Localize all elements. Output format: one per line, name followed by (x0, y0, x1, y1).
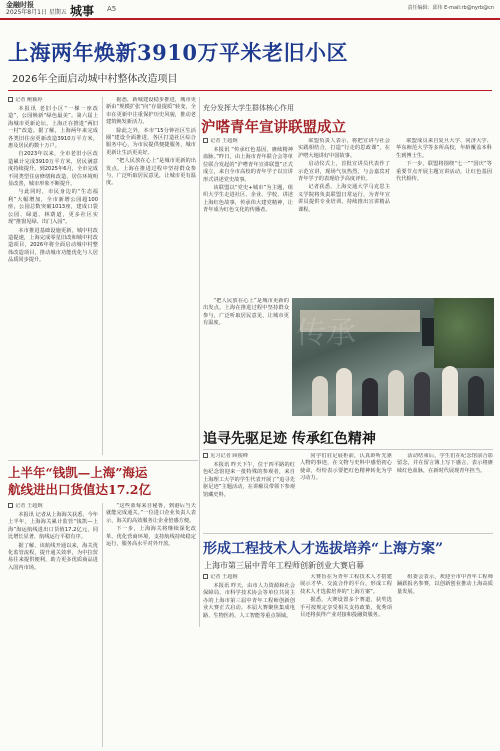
photo-person (336, 368, 352, 416)
lead-headline: 上海两年焕新3910万平米老旧小区 (8, 40, 348, 65)
lead-paragraph: “把人民放在心上”是城市更新的出发点。上海在推进过程中坚持群众参与，广泛听取居民意见，让城市更有温度。 (203, 298, 289, 327)
youth-paragraph: 本报讯 “传承红色基因，赓续精神血脉。”昨日，由上海市青年联合会等单位联合发起的“沪嗒青年宣讲联盟”正式成立，来自全市高校的青年学子以宣讲形式讲述党史故事。 (203, 147, 293, 183)
lead-column-1 (8, 97, 98, 457)
flight-paragraph: “这些蓝莓来自秘鲁，到港后当天就能完成通关。”一位进口企业负责人表示，海关的高效服务让企业倍感方便。 (106, 503, 196, 524)
talent-column-1 (203, 574, 295, 748)
column-divider (102, 97, 103, 455)
lead-column-3 (203, 298, 289, 418)
pursue-column-1 (203, 453, 295, 533)
lead-paragraph: “把人民放在心上”是城市更新的出发点。上海在推进过程中坚持群众参与，广泛听取居民意见，让城市更有温度。 (106, 158, 196, 187)
pursue-column-2 (300, 453, 392, 533)
pursue-paragraph: 活动结束后，学生们在纪念馆前合影留念，并在留言簿上写下感言，表示将赓续红色血脉，在新时代展现青年担当。 (397, 453, 493, 474)
photo-person (414, 372, 430, 416)
talent-paragraph: 本报讯 昨天，由市人力资源和社会保障局、市科学技术协会等单位共同主办的上海市第三届中青年工程师创新创业大赛正式启动。本届大赛聚焦集成电路、生物医药、人工智能等重点领域。 (203, 583, 295, 619)
youth-paragraph: 下一步，联盟将围绕“七一”“国庆”等重要节点开展主题宣讲活动，让红色基因代代相传。 (396, 161, 492, 183)
reporter-icon (8, 97, 13, 102)
youth-kicker: 充分发挥大学生群体核心作用 (203, 104, 294, 112)
lead-paragraph: 与此同时，市民身边的“生态福利”大幅增加，全市新增公园超100座，公园总数突破1013座，建成口袋公园、绿道、林荫道，更多社区实现“推窗见绿、出门入园”。 (8, 189, 98, 226)
lead-byline: 记者 鲍颖婷 (8, 97, 98, 104)
talent-paragraph: 大赛旨在为青年工程技术人才搭建展示才华、交流合作的平台，形成工程技术人才选拔培养的“上海方案”。 (300, 574, 392, 595)
reporter-icon (203, 574, 208, 579)
youth-column-1 (203, 138, 293, 293)
youth-paragraph: 联盟负责人表示，将把宣讲与社会实践相结合，打造“行走的思政课”，在沪嗒大地讲好中国故事。 (298, 138, 390, 159)
flight-paragraph: 据了解，该航线开通以来，海关优化监管流程，提升通关效率，为中拉贸易往来提供便利，助力更多优质商品进入国内市场。 (8, 542, 98, 571)
pursue-byline: 见习记者 顾俊峰 (203, 453, 295, 460)
masthead-left (6, 2, 67, 16)
flight-column-2 (106, 503, 196, 748)
photo-person (312, 376, 328, 416)
flight-column-1 (8, 503, 98, 748)
photo-overlay-text: 传承 (296, 316, 356, 351)
pursue-paragraph: 同学们驻足展柜前，认真聆听先驱人物的事迹，在文物与史料中感悟初心使命，纷纷表示要把红色精神转化为学习动力。 (300, 453, 392, 482)
flight-headline-line1: 上半年“钱凯—上海”海运 (8, 465, 148, 480)
youth-byline: 记者 王超婉 (203, 138, 293, 145)
column-divider (102, 503, 103, 747)
talent-paragraph: 组委会表示，欢迎全市中青年工程师踊跃报名参赛，以创新创业推动上海高质量发展。 (397, 574, 493, 595)
flight-byline: 记者 王超婉 (8, 503, 98, 510)
youth-paragraph: 启动仪式上，首批宣讲员代表作了示范宣讲，现场气氛热烈，与会嘉宾对青年学子的表现给予高度评价。 (298, 161, 390, 183)
section-rule (8, 460, 198, 461)
youth-column-2 (298, 138, 390, 293)
flight-paragraph: 本报讯 记者从上海海关获悉，今年上半年，上海海关累计监管“钱凯—上海”海运航线进出口货值17.2亿元，同比增长显著，航线运行平稳有序。 (8, 512, 98, 541)
youth-paragraph: 记者获悉，上海交通大学马克思主义学院将负责联盟日常运行，为青年宣讲员提供专业培训，持续推出宣讲精品课程。 (298, 184, 390, 213)
lead-paragraph: 自2023年以来，全市老旧小区改造累计完成3910万平方米，居民满意度持续提升。到2025年6月，全市完成不同类型住房修缮和改造，居住环境明显改善，城市形象不断提升。 (8, 151, 98, 188)
issue-date: 2025年8月1日 星期五 (6, 9, 67, 16)
youth-paragraph: 该联盟以“党史+城市”为主题，组织大学生走进社区、企业、学校，讲述上海红色故事，传承伟大建党精神，让青年成为红色文化的传播者。 (203, 185, 293, 214)
flight-paragraph: 下一步，上海海关将继续深化改革，优化营商环境，支持航线持续稳定运行，服务高水平对外开放。 (106, 526, 196, 548)
talent-headline: 形成工程技术人才选拔培养“上海方案” (203, 541, 444, 557)
youth-headline: 沪嗒青年宣讲联盟成立 (201, 119, 346, 136)
paper-name: 金融时报 (6, 1, 34, 9)
event-photo (292, 298, 494, 416)
talent-column-2 (300, 574, 392, 748)
lead-column-2 (106, 97, 196, 457)
photo-person (362, 378, 378, 416)
photo-tree (434, 298, 494, 368)
reporter-icon (203, 138, 208, 143)
lead-subheadline: 2026年全面启动城中村整体改造项目 (12, 74, 178, 85)
reporter-icon (203, 453, 208, 458)
section-rule (203, 449, 493, 450)
column-divider (199, 97, 200, 627)
lead-paragraph: 据悉，新城建设稳步推进，城市更新由“规模扩张”向“存量提质”转变，全市在更新中注重保护历史风貌，推动老建筑焕发新活力。 (106, 97, 196, 126)
reporter-icon (8, 503, 13, 508)
youth-paragraph: 联盟成员来自复旦大学、同济大学、华东师范大学等多所高校，年龄覆盖本科生到博士生。 (396, 138, 492, 159)
section-title: 城事 (70, 4, 95, 18)
lead-paragraph: 本市推进基础设施更新，城中村改造提速，上海完成零星旧改和城中村改造项目，2026年将全面启动城中村整体改造项目，推动城市功能优化与人居品质同步提升。 (8, 227, 98, 264)
lead-paragraph: 除此之外，本市“15分钟社区生活圈”建设全面推进，各区打造社区综合服务中心，为市民提供便捷服务，城市更新让生活更美好。 (106, 127, 196, 156)
section-rule (203, 533, 493, 534)
masthead-rule (0, 18, 500, 20)
talent-byline: 记者 王超婉 (203, 574, 295, 581)
contact-info: 责任编辑：邱伟 E-mail:rb@nyrb@cn (407, 5, 494, 11)
lead-paragraph: 本报讯 老旧小区“一梯一座改造”，公园焕新“绿色最美”。第六届上海城市更新论坛，上海正在推进“两旧一村”改造。据了解，上海两年来完成各类旧住房更新改造3910万平方米，惠及居民约数十万户。 (8, 106, 98, 150)
talent-paragraph: 据悉，大赛设置多个赛道，获奖选手可按规定享受相关支持政策，优秀项目还将获得产业对接和投融资服务。 (300, 597, 392, 619)
youth-column-3 (396, 138, 492, 293)
lead-rule (8, 90, 492, 91)
photo-person (468, 376, 484, 416)
flight-headline (8, 464, 151, 498)
flight-headline-line2: 航线进出口货值达17.2亿 (8, 482, 151, 497)
pursue-paragraph: 本报讯 昨天下午，位于四平路的红色纪念馆迎来一批特殊的参观者，来自上海理工大学的学生代表开展了“追寻先驱足迹”主题活动，在讲解员带领下参观馆藏史料。 (203, 462, 295, 498)
talent-column-3 (397, 574, 493, 748)
photo-person (388, 370, 404, 416)
pursue-column-3 (397, 453, 493, 533)
pursue-headline: 追寻先驱足迹 传承红色精神 (203, 431, 376, 447)
photo-person (442, 366, 458, 416)
talent-subheadline: 上海市第三届中青年工程师创新创业大赛启幕 (204, 561, 364, 570)
page-number: A5 (107, 5, 117, 13)
